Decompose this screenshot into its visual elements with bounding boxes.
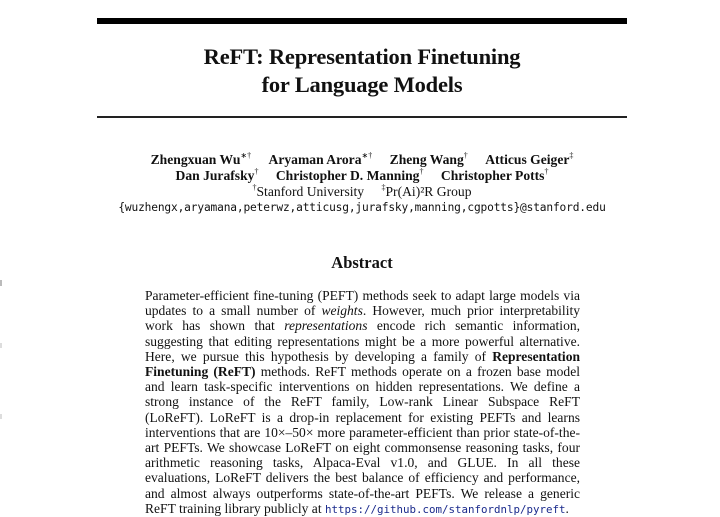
author-emails: {wuzhengx,aryamana,peterwz,atticusg,jurafsky,manning,cgpotts}@stanford.edu [118, 201, 606, 214]
margin-mark [0, 280, 2, 286]
author: Christopher Potts† [440, 167, 549, 183]
affiliation: †Stanford University [252, 183, 365, 199]
title-line-1: ReFT: Representation Finetuning [203, 44, 521, 69]
authors-row-1 [97, 152, 627, 168]
emphasis: weights [321, 303, 363, 319]
abstract-body: Parameter-efficient fine-tuning (PEFT) methods seek to adapt large models via updates to a small number of weights. However, much prior interpretability work has shown that representations encode rich semantic information, suggesting that editing representations might be a more powerful alternative. Here, we pursue this hypothesis by developing a family of Representation Finetuning (ReFT) methods. ReFT methods operate on a frozen base model and learn task-specific interventions on hidden representations. We define a strong instance of the ReFT family, Low-rank Linear Subspace ReFT (LoReFT). LoReFT is a drop-in replacement for existing PEFTs and learns interventions that are 10×–50× more parameter-efficient than prior state-of-the-art PEFTs. We showcase LoReFT on eight commonsense reasoning tasks, four arithmetic reasoning tasks, Alpaca-Eval v1.0, and GLUE. In all these evaluations, LoReFT delivers the best balance of efficiency and performance, and almost always outperforms state-of-the-art PEFTs. We release a generic ReFT training library publicly at https://github.com/stanfordnlp/pyreft. [145, 288, 580, 516]
author-block [97, 152, 627, 216]
title-top-rule [97, 18, 627, 24]
affiliation: ‡Pr(Ai)²R Group [381, 183, 472, 199]
authors-row-2 [97, 168, 627, 184]
repo-link[interactable]: https://github.com/stanfordnlp/pyreft [324, 502, 566, 516]
paper-title [97, 43, 627, 99]
author: Zheng Wang† [389, 151, 468, 167]
margin-mark [0, 343, 2, 348]
title-line-2: for Language Models [261, 72, 463, 97]
author: Zhengxuan Wu∗† [150, 151, 252, 167]
author: Aryaman Arora∗† [268, 151, 373, 167]
affiliations [97, 184, 627, 200]
title-bottom-rule [97, 116, 627, 118]
author: Christopher D. Manning† [275, 167, 424, 183]
method-name: Representation Finetuning (ReFT) [145, 348, 580, 380]
abstract-heading: Abstract [331, 253, 393, 272]
author: Atticus Geiger‡ [485, 151, 574, 167]
author: Dan Jurafsky† [175, 167, 259, 183]
emphasis: representations [284, 318, 368, 334]
margin-mark [0, 414, 2, 419]
